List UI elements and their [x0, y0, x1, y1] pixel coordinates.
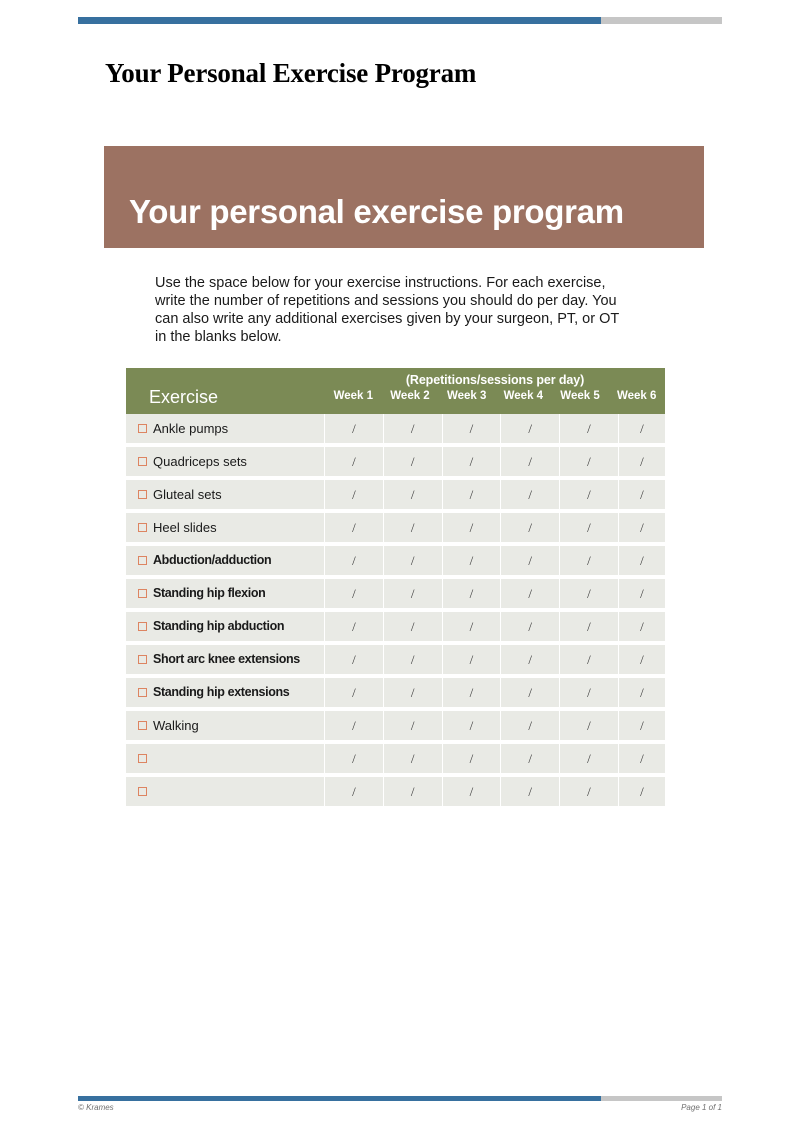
exercise-label: Standing hip flexion — [153, 586, 266, 601]
table-row — [126, 546, 665, 579]
checkbox-icon[interactable] — [138, 490, 147, 499]
week-3-cell[interactable]: / — [443, 414, 502, 447]
exercise-cell — [126, 678, 325, 711]
week-1-cell[interactable]: / — [325, 414, 384, 447]
week-6-cell[interactable]: / — [619, 447, 665, 480]
week-4-cell[interactable]: / — [501, 777, 560, 806]
week-header-row — [325, 390, 665, 402]
exercise-table — [126, 368, 665, 806]
week-1-cell[interactable]: / — [325, 447, 384, 480]
exercise-label: Abduction/adduction — [153, 553, 272, 568]
week-2-cell[interactable]: / — [384, 711, 443, 744]
exercise-label: Walking — [153, 717, 199, 733]
week-2-cell[interactable]: / — [384, 480, 443, 513]
table-row — [126, 414, 665, 447]
exercise-cell — [126, 744, 325, 777]
group-header-label: (Repetitions/sessions per day) — [405, 373, 585, 387]
table-header — [126, 368, 665, 414]
table-body — [126, 414, 665, 806]
week-6-cell[interactable]: / — [619, 777, 665, 806]
banner — [104, 146, 704, 248]
exercise-cell — [126, 612, 325, 645]
table-row — [126, 513, 665, 546]
week-1-cell[interactable]: / — [325, 612, 384, 645]
checkbox-icon[interactable] — [138, 523, 147, 532]
week-5-cell[interactable]: / — [560, 579, 619, 612]
column-header-week-2: Week 2 — [390, 390, 430, 402]
week-4-cell[interactable]: / — [501, 513, 560, 546]
column-header-week-5: Week 5 — [560, 390, 600, 402]
week-2-cell[interactable]: / — [384, 777, 443, 806]
week-5-cell[interactable]: / — [560, 513, 619, 546]
exercise-label: Gluteal sets — [153, 486, 222, 502]
footer-rule-blue-segment — [78, 1096, 601, 1101]
week-6-cell[interactable]: / — [619, 678, 665, 711]
week-1-cell[interactable]: / — [325, 513, 384, 546]
banner-title: Your personal exercise program — [129, 193, 624, 230]
week-6-cell[interactable]: / — [619, 513, 665, 546]
exercise-cell — [126, 546, 325, 579]
week-5-cell[interactable]: / — [560, 546, 619, 579]
instructions-paragraph: Use the space below for your exercise instructions. For each exercise, write the number of repetitions and sessions you should do per day. You can also write any additional exercises given by your surgeon, PT, or OT in the blanks below. — [155, 275, 619, 345]
table-row — [126, 579, 665, 612]
checkbox-icon[interactable] — [138, 622, 147, 631]
week-5-cell[interactable]: / — [560, 612, 619, 645]
week-3-cell[interactable]: / — [443, 711, 502, 744]
footer-page-number: Page 1 of 1 — [681, 1103, 722, 1112]
week-6-cell[interactable]: / — [619, 546, 665, 579]
week-2-cell[interactable]: / — [384, 612, 443, 645]
table-header-row — [126, 368, 665, 414]
week-3-cell[interactable]: / — [443, 645, 502, 678]
exercise-label: Quadriceps sets — [153, 453, 247, 469]
week-6-cell[interactable]: / — [619, 711, 665, 744]
exercise-label: Ankle pumps — [153, 420, 229, 436]
exercise-label: Standing hip abduction — [153, 619, 285, 634]
week-2-cell[interactable]: / — [384, 744, 443, 777]
column-header-group — [325, 368, 665, 414]
checkbox-icon[interactable] — [138, 424, 147, 433]
week-4-cell[interactable]: / — [501, 414, 560, 447]
checkbox-icon[interactable] — [138, 457, 147, 466]
exercise-cell — [126, 777, 325, 806]
table-row — [126, 744, 665, 777]
week-2-cell[interactable]: / — [384, 447, 443, 480]
checkbox-icon[interactable] — [138, 589, 147, 598]
week-3-cell[interactable]: / — [443, 447, 502, 480]
week-4-cell[interactable]: / — [501, 447, 560, 480]
week-4-cell[interactable]: / — [501, 645, 560, 678]
column-header-exercise: Exercise — [126, 368, 325, 414]
header-rule — [78, 17, 722, 24]
week-3-cell[interactable]: / — [443, 546, 502, 579]
checkbox-icon[interactable] — [138, 721, 147, 730]
checkbox-icon[interactable] — [138, 556, 147, 565]
week-1-cell[interactable]: / — [325, 744, 384, 777]
column-header-week-3: Week 3 — [446, 390, 487, 402]
week-2-cell[interactable]: / — [384, 414, 443, 447]
week-1-cell[interactable]: / — [325, 579, 384, 612]
week-4-cell[interactable]: / — [501, 546, 560, 579]
week-5-cell[interactable]: / — [560, 447, 619, 480]
week-5-cell[interactable]: / — [560, 744, 619, 777]
week-2-cell[interactable]: / — [384, 579, 443, 612]
week-5-cell[interactable]: / — [560, 645, 619, 678]
week-2-cell[interactable]: / — [384, 678, 443, 711]
week-6-cell[interactable]: / — [619, 645, 665, 678]
week-3-cell[interactable]: / — [443, 744, 502, 777]
exercise-cell — [126, 711, 325, 744]
week-3-cell[interactable]: / — [443, 777, 502, 806]
week-5-cell[interactable]: / — [560, 678, 619, 711]
exercise-label: Short arc knee extensions — [153, 652, 300, 667]
week-5-cell[interactable]: / — [560, 414, 619, 447]
exercise-cell — [126, 447, 325, 480]
footer-rule — [78, 1096, 722, 1101]
exercise-cell — [126, 414, 325, 447]
week-3-cell[interactable]: / — [443, 678, 502, 711]
week-4-cell[interactable]: / — [501, 612, 560, 645]
checkbox-icon[interactable] — [138, 787, 147, 796]
week-5-cell[interactable]: / — [560, 711, 619, 744]
table-row — [126, 645, 665, 678]
table-row — [126, 777, 665, 806]
footer-copyright: © Krames — [78, 1103, 114, 1112]
week-4-cell[interactable]: / — [501, 711, 560, 744]
exercise-cell — [126, 645, 325, 678]
week-6-cell[interactable]: / — [619, 414, 665, 447]
table-row — [126, 711, 665, 744]
table-row — [126, 612, 665, 645]
week-2-cell[interactable]: / — [384, 645, 443, 678]
exercise-label: Heel slides — [153, 519, 217, 535]
week-3-cell[interactable]: / — [443, 612, 502, 645]
week-1-cell[interactable]: / — [325, 546, 384, 579]
week-1-cell[interactable]: / — [325, 678, 384, 711]
week-3-cell[interactable]: / — [443, 579, 502, 612]
exercise-cell — [126, 480, 325, 513]
week-4-cell[interactable]: / — [501, 480, 560, 513]
week-4-cell[interactable]: / — [501, 579, 560, 612]
exercise-cell — [126, 579, 325, 612]
week-5-cell[interactable]: / — [560, 777, 619, 806]
week-3-cell[interactable]: / — [443, 480, 502, 513]
week-4-cell[interactable]: / — [501, 678, 560, 711]
column-header-week-4: Week 4 — [503, 390, 544, 402]
page-title: Your Personal Exercise Program — [105, 58, 477, 88]
header-rule-blue-segment — [78, 17, 601, 24]
week-2-cell[interactable]: / — [384, 546, 443, 579]
week-6-cell[interactable]: / — [619, 480, 665, 513]
week-1-cell[interactable]: / — [325, 711, 384, 744]
week-1-cell[interactable]: / — [325, 777, 384, 806]
exercise-cell — [126, 513, 325, 546]
week-6-cell[interactable]: / — [619, 612, 665, 645]
checkbox-icon[interactable] — [138, 655, 147, 664]
week-1-cell[interactable]: / — [325, 645, 384, 678]
exercise-label: Standing hip extensions — [153, 685, 290, 700]
week-2-cell[interactable]: / — [384, 513, 443, 546]
week-6-cell[interactable]: / — [619, 744, 665, 777]
column-header-week-6: Week 6 — [616, 390, 657, 402]
week-3-cell[interactable]: / — [443, 513, 502, 546]
table-row — [126, 678, 665, 711]
table-row — [126, 480, 665, 513]
week-5-cell[interactable]: / — [560, 480, 619, 513]
checkbox-icon[interactable] — [138, 754, 147, 763]
table-row — [126, 447, 665, 480]
checkbox-icon[interactable] — [138, 688, 147, 697]
column-header-week-1: Week 1 — [333, 390, 374, 402]
week-1-cell[interactable]: / — [325, 480, 384, 513]
week-6-cell[interactable]: / — [619, 579, 665, 612]
week-4-cell[interactable]: / — [501, 744, 560, 777]
